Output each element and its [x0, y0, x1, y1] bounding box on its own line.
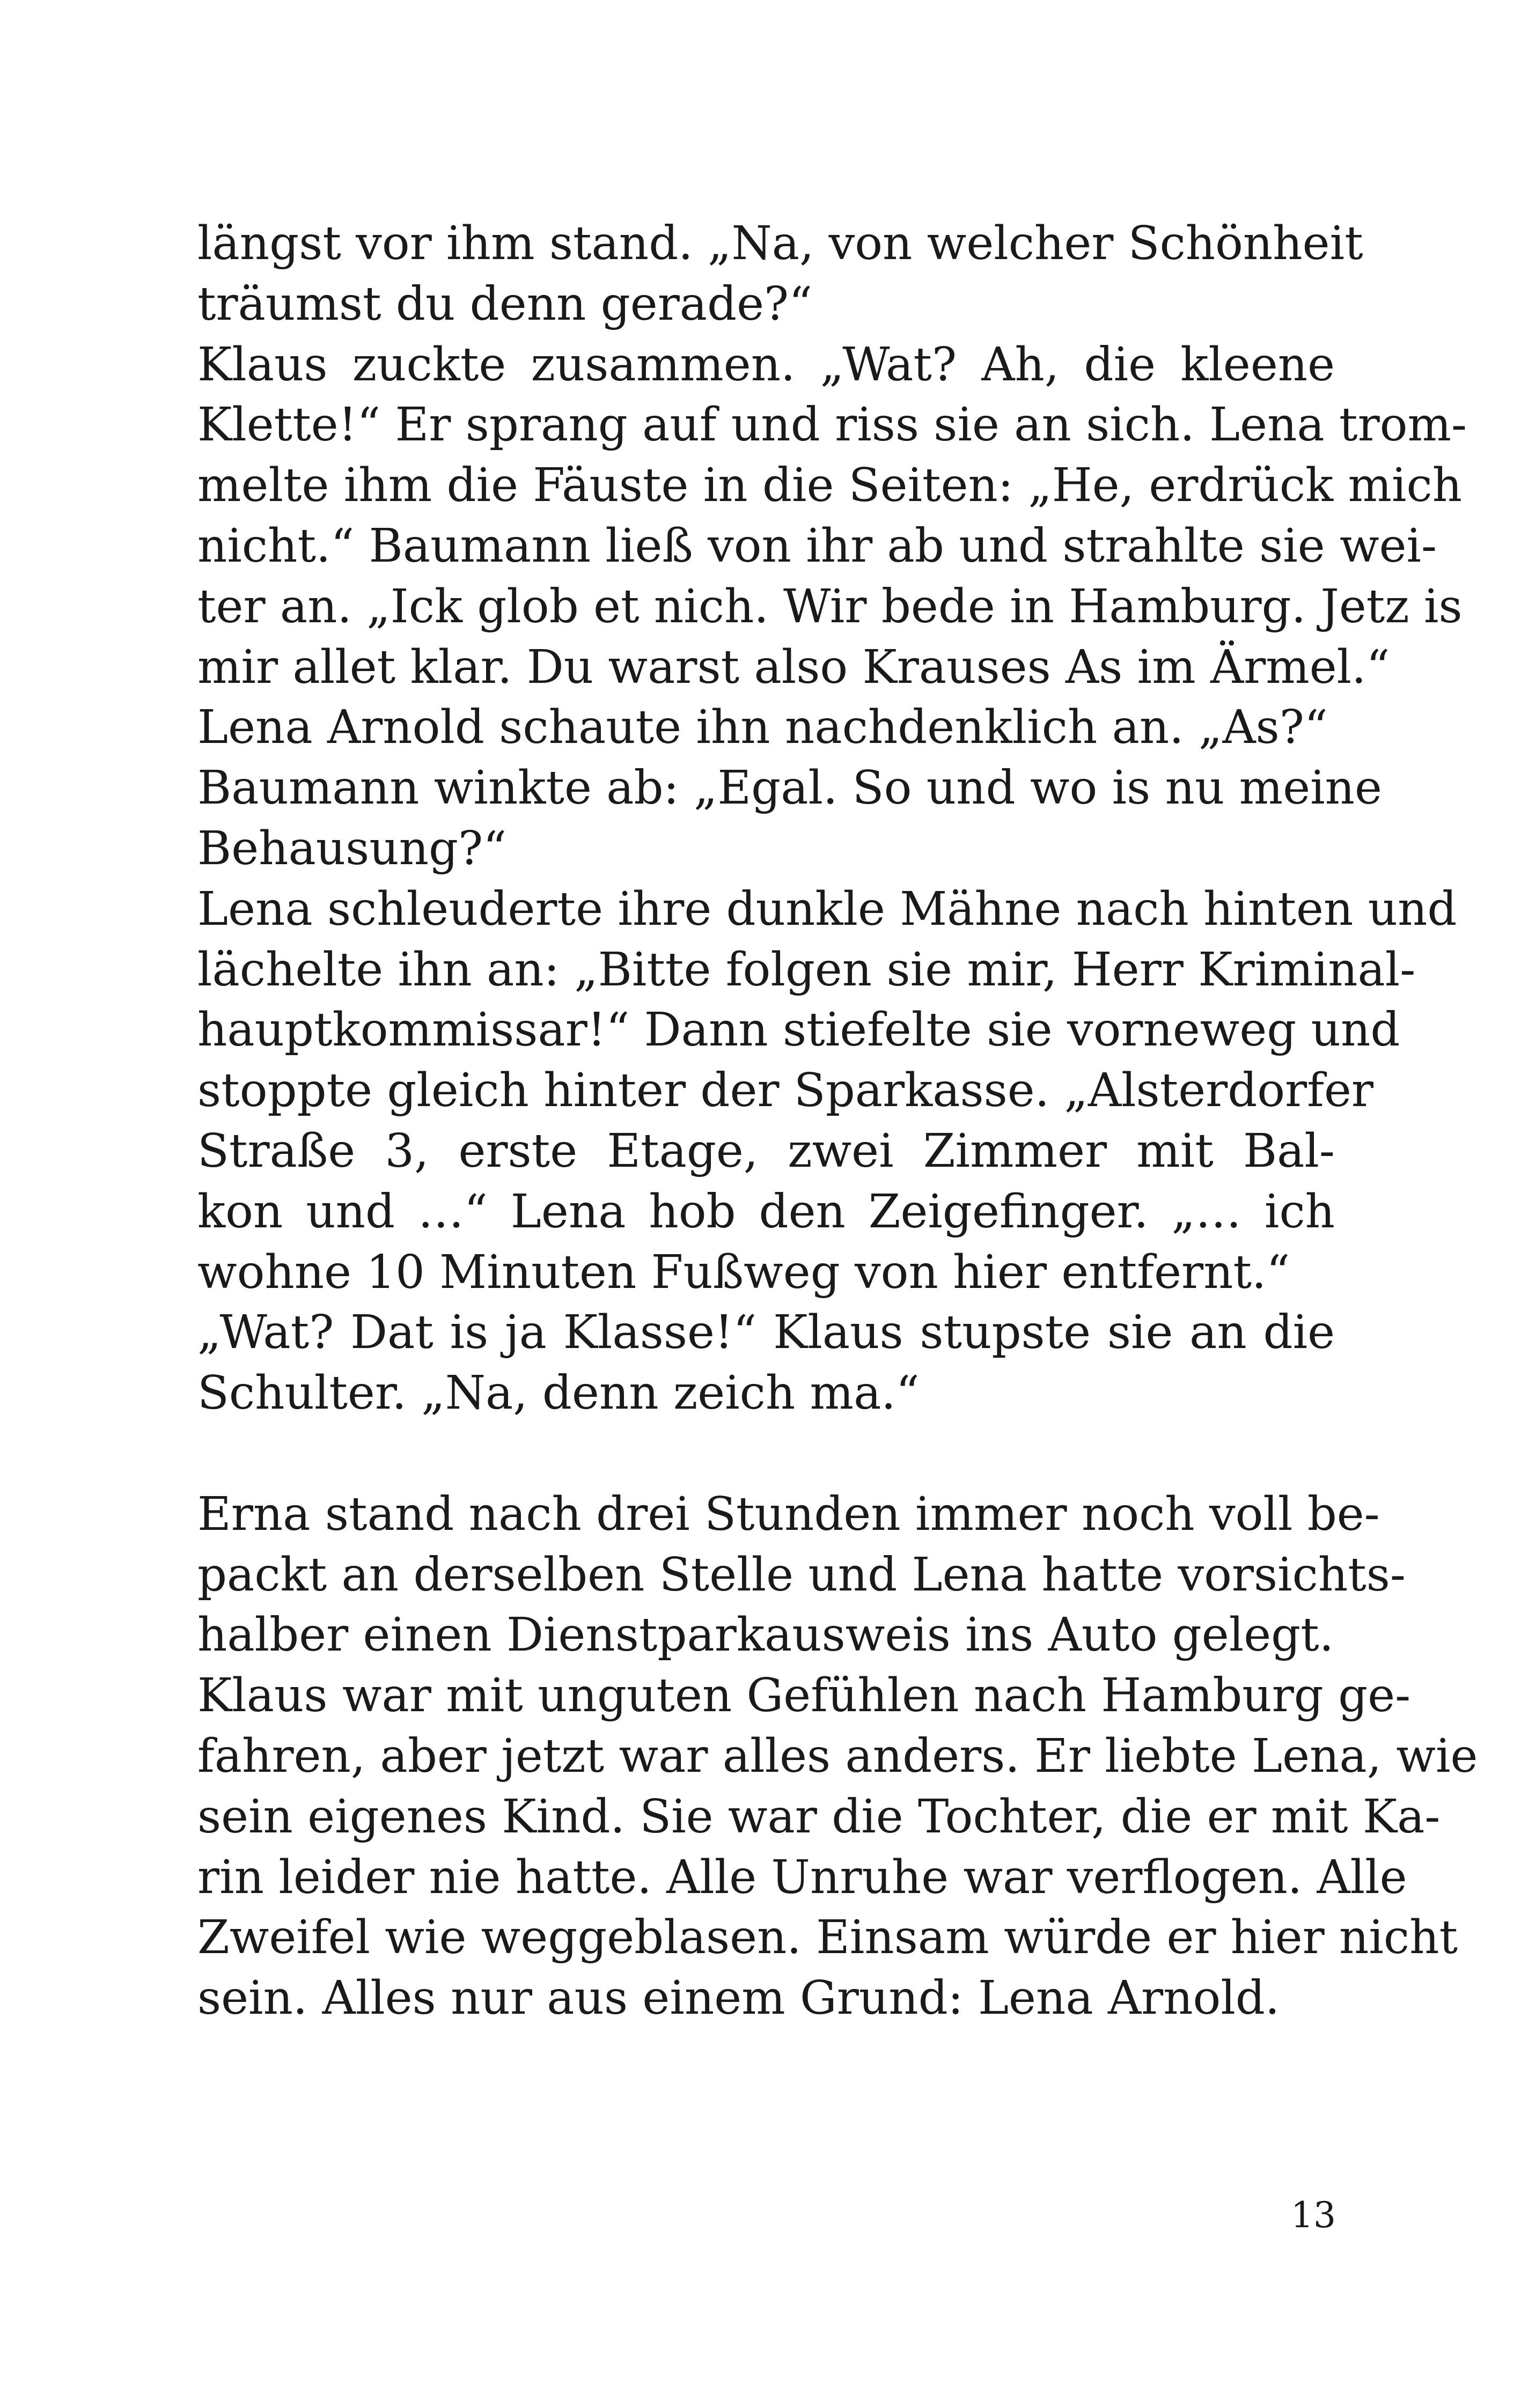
text-line: fahren, aber jetzt war alles anders. Er liebte Lena, wie: [197, 1729, 1478, 1783]
text-line: Baumann winkte ab: „Egal. So und wo is nu meine: [197, 761, 1382, 815]
text-line: „Wat? Dat is ja Klasse!“ Klaus stupste sie an die: [197, 1306, 1335, 1360]
text-line: nicht.“ Baumann ließ von ihr ab und strahlte sie wei-: [197, 519, 1437, 573]
text-line: ter an. „Ick glob et nich. Wir bede in Hamburg. Jetz is: [197, 579, 1463, 634]
text-line: Klaus war mit unguten Gefühlen nach Hamburg ge-: [197, 1669, 1411, 1723]
text-line: Erna stand nach drei Stunden immer noch voll be-: [197, 1487, 1380, 1541]
text-line: packt an derselben Stelle und Lena hatte vorsichts-: [197, 1548, 1406, 1602]
text-line: stoppte gleich hinter der Sparkasse. „Alsterdorfer: [197, 1064, 1373, 1118]
text-line: Schulter. „Na, denn zeich ma.“: [197, 1366, 920, 1420]
text-line: mir allet klar. Du warst also Krauses As im Ärmel.“: [197, 640, 1390, 694]
text-line: Zweifel wie weggeblasen. Einsam würde er hier nicht: [197, 1911, 1458, 1965]
text-line: rin leider nie hatte. Alle Unruhe war verflogen. Alle: [197, 1850, 1407, 1904]
page-number: 13: [1291, 2195, 1336, 2236]
text-line: Straße 3, erste Etage, zwei Zimmer mit Bal-: [197, 1124, 1335, 1178]
text-line: Klette!“ Er sprang auf und riss sie an sich. Lena trom-: [197, 398, 1467, 452]
text-line: Lena schleuderte ihre dunkle Mähne nach hinten und: [197, 882, 1457, 936]
text-line: Klaus zuckte zusammen. „Wat? Ah, die kleene: [197, 337, 1335, 392]
text-line: lächelte ihn an: „Bitte folgen sie mir, Herr Kriminal-: [197, 942, 1416, 997]
paragraph-gap: [197, 1424, 1335, 1484]
text-line: Behausung?“: [197, 821, 507, 875]
text-line: kon und …“ Lena hob den Zeigefinger. „… ich: [197, 1184, 1335, 1239]
text-line: träumst du denn gerade?“: [197, 277, 813, 331]
text-line: wohne 10 Minuten Fußweg von hier entfernt.“: [197, 1245, 1290, 1299]
body-text: [197, 213, 1478, 2029]
text-line: sein eigenes Kind. Sie war die Tochter, die er mit Ka-: [197, 1790, 1441, 1844]
text-line: melte ihm die Fäuste in die Seiten: „He, erdrück mich: [197, 459, 1463, 513]
text-line: sein. Alles nur aus einem Grund: Lena Arnold.: [197, 1971, 1280, 2026]
text-line: halber einen Dienstparkausweis ins Auto gelegt.: [197, 1608, 1334, 1662]
text-line: längst vor ihm stand. „Na, von welcher Schönheit: [197, 217, 1363, 270]
text-line: hauptkommissar!“ Dann stiefelte sie vorneweg und: [197, 1003, 1400, 1057]
text-line: Lena Arnold schaute ihn nachdenklich an. „As?“: [197, 701, 1328, 755]
